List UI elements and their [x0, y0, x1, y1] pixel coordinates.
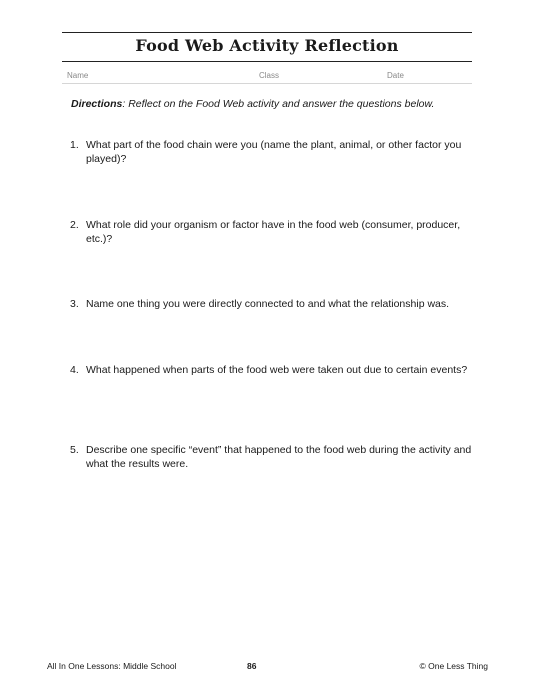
question-text: Describe one specific “event” that happened to the food web during the activity and what the results were. — [86, 444, 472, 470]
question-number: 1. — [70, 139, 79, 151]
question-text: What role did your organism or factor have in the food web (consumer, producer, etc.)? — [86, 219, 461, 245]
top-rule — [62, 32, 472, 33]
question-2 — [70, 218, 472, 246]
name-field-label: Name — [67, 71, 89, 80]
question-number: 5. — [70, 444, 79, 456]
question-number: 3. — [70, 298, 79, 310]
question-5 — [70, 443, 472, 471]
fields-rule — [62, 83, 472, 84]
question-text: What happened when parts of the food web were taken out due to certain events? — [86, 364, 468, 376]
class-field-label: Class — [259, 71, 280, 80]
question-text: What part of the food chain were you (name the plant, animal, or other factor you played)? — [86, 139, 462, 165]
page-number: 86 — [247, 661, 257, 671]
question-number: 2. — [70, 219, 79, 231]
question-3 — [70, 297, 472, 311]
question-1 — [70, 138, 472, 166]
page-title: Food Web Activity Reflection — [135, 36, 399, 55]
date-field-label: Date — [387, 71, 404, 80]
question-4 — [70, 363, 472, 377]
footer-copyright: © One Less Thing — [419, 661, 488, 671]
directions-label: Directions — [71, 98, 123, 110]
question-number: 4. — [70, 364, 79, 376]
footer-book-title: All In One Lessons: Middle School — [47, 661, 177, 671]
title-rule — [62, 61, 472, 62]
directions — [71, 98, 471, 110]
question-text: Name one thing you were directly connected to and what the relationship was. — [86, 298, 450, 310]
directions-text: : Reflect on the Food Web activity and answer the questions below. — [122, 98, 435, 110]
